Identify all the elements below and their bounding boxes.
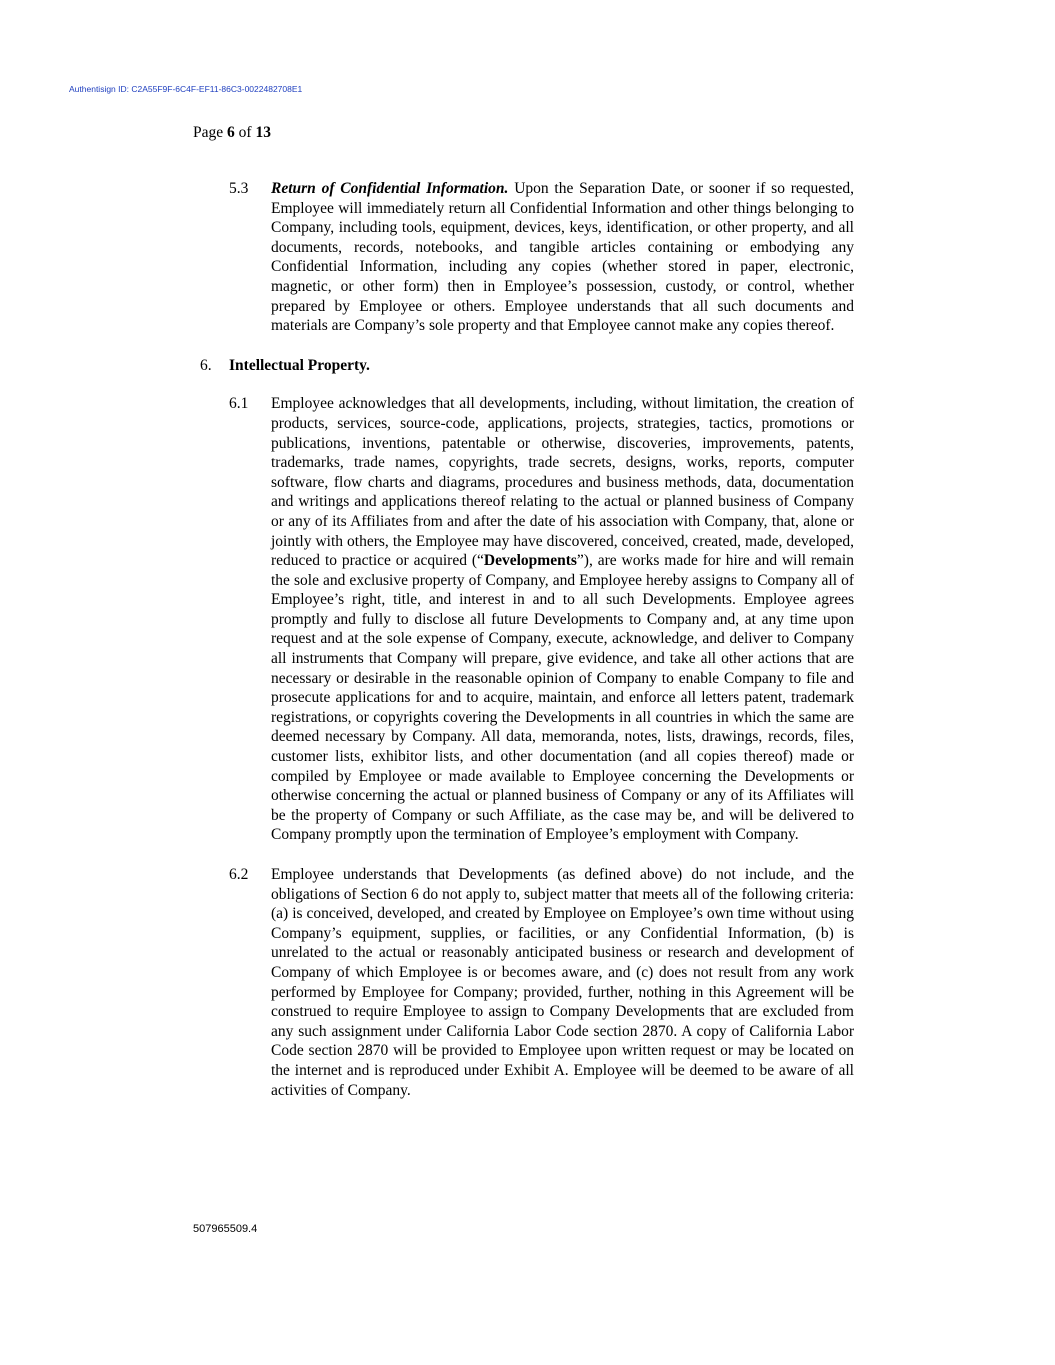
section-6-title: Intellectual Property.: [229, 356, 370, 374]
section-6-1-text-after: ”), are works made for hire and will remain the sole and exclusive property of Company, and Employee hereby assigns to Company all of Employee’s right, title, and interest in and to all such Developments. Employee agrees promptly and fully to disclose all future Developments to Company and, at any time upon request and at the sole expense of Company, execute, acknowledge, and deliver to Company all instruments that Company will prepare, give evidence, and take all other actions that are necessary or desirable in the reasonable opinion of Company to enable Company to file and prosecute applications for and to acquire, maintain, and enforce all letters patent, trademark registrations, or copyrights covering the Developments in all countries in which the same are deemed necessary by Company. All data, memoranda, notes, lists, drawings, records, files, customer lists, exhibitor lists, and other documentation (and all copies thereof) made or compiled by Employee or made available to Employee concerning the Developments or otherwise concerning the actual or planned business of Company or any of its Affiliates will be the property of Company or such Affiliate, as the case may be, and will be delivered to Company promptly upon the termination of Employee’s employment with Company.: [271, 552, 854, 844]
section-6-1: [229, 394, 854, 845]
section-5-3-text: Upon the Separation Date, or sooner if so requested, Employee will immediately return all Confidential Information and other things belonging to Company, including tools, equipment, devices, keys, identification, or other property, and all documents, records, notebooks, and tangible articles containing or embodying any Confidential Information, including any copies (whether stored in paper, electronic, magnetic, or other form) then in Employee’s possession, custody, or control, whether prepared by Employee or others. Employee understands that all such documents and materials are Company’s sole property and that Employee cannot make any copies thereof.: [271, 180, 854, 335]
section-6-1-text-before: Employee acknowledges that all developments, including, without limitation, the creation of products, services, source-code, applications, projects, strategies, tactics, promotions or publications, inventions, patentable or otherwise, discoveries, improvements, patents, trademarks, trade names, copyrights, trade secrets, designs, works, reports, computer software, flow charts and diagrams, procedures and business methods, data, documentation and writings and applications thereof relating to the actual or planned business of Company or any of its Affiliates from and after the date of his association with Company, that, alone or jointly with others, the Employee may have discovered, conceived, created, made, developed, reduced to practice or acquired (“: [271, 395, 854, 570]
defined-term-developments: Developments: [483, 552, 577, 570]
section-6-2: [229, 865, 854, 1100]
page-number: [193, 124, 271, 142]
document-body: [0, 179, 1055, 1100]
section-6: [200, 356, 1055, 376]
section-5-3-number: 5.3: [229, 180, 249, 197]
page-current: 6: [227, 124, 235, 141]
page-of: of: [234, 124, 256, 141]
section-5-3: [229, 179, 854, 336]
section-6-2-number: 6.2: [229, 866, 249, 883]
document-number: 507965509.4: [193, 1223, 258, 1235]
section-6-1-number: 6.1: [229, 395, 249, 413]
section-6-2-text: Employee understands that Developments (as defined above) do not include, and the obligations of Section 6 do not apply to, subject matter that meets all of the following criteria: (a) is conceived, developed, and created by Employee on Employee’s own time without using Company’s equipment, supplies, or facilities, or any Confidential Information, (b) is unrelated to the actual or reasonably anticipated business or research and development of Company of which Employee is or becomes aware, and (c) does not result from any work performed by Employee for Company; provided, further, nothing in this Agreement will be construed to require Employee to assign to Company Developments that are excluded from any such assignment under California Labor Code section 2870. A copy of California Labor Code section 2870 will be provided to Employee upon written request or may be located on the internet and is reproduced under Exhibit A. Employee will be deemed to be aware of all activities of Company.: [271, 866, 854, 1099]
section-5-3-heading: Return of Confidential Information.: [271, 180, 509, 197]
section-6-number: 6.: [200, 356, 212, 374]
page-prefix: Page: [193, 124, 228, 141]
page-total: 13: [255, 124, 271, 141]
authentisign-id: Authentisign ID: C2A55F9F-6C4F-EF11-86C3-0022482708E1: [69, 84, 303, 94]
